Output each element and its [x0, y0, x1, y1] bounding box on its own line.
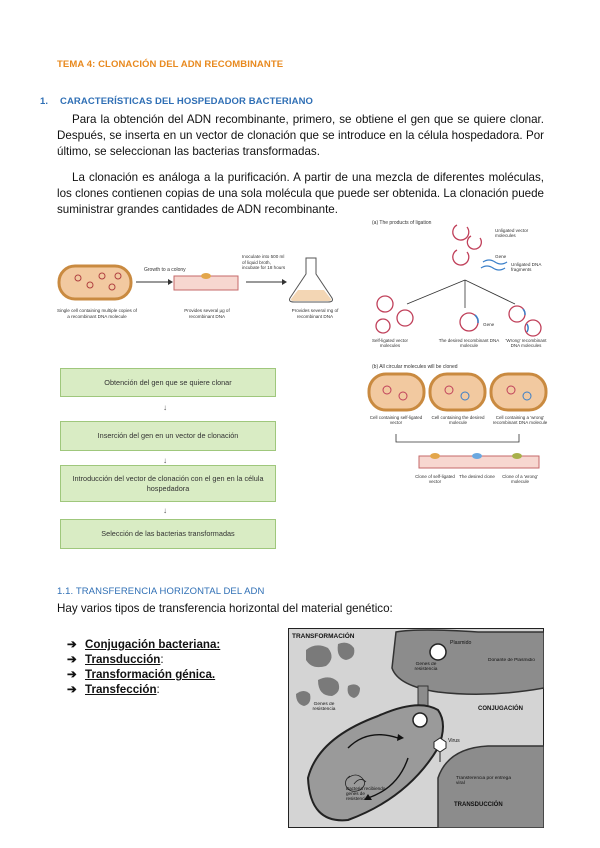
panel-b-label: (b) All circular molecules will be cloned [372, 364, 458, 370]
caption-single-cell: Single cell containing multiple copies of a recombinant DNA molecule [57, 308, 137, 319]
arrow-icon: ➔ [67, 668, 77, 681]
panel-a-label: (a) The products of ligation [372, 220, 432, 226]
transfer-types-list [67, 637, 220, 697]
list-item-term: Transformación génica. [85, 668, 216, 681]
label-desired: The desired recombinant DNA molecule [438, 338, 500, 349]
horizontal-transfer-figure [288, 628, 544, 828]
section-number: 1. [40, 96, 49, 107]
section-title: CARACTERÍSTICAS DEL HOSPEDADOR BACTERIANO [60, 96, 314, 107]
list-item [67, 667, 220, 682]
label-transferencia: Transferencia por entrega viral [456, 776, 512, 787]
flow-arrow-2: ↓ [163, 456, 167, 465]
plasmid [430, 644, 446, 660]
arrow-icon: ➔ [67, 683, 77, 696]
flow-arrow-3: ↓ [163, 506, 167, 515]
label-self-ligated: Self-ligated vector molecules [371, 338, 409, 349]
label-unligated-vector: Unligated vector molecules [495, 228, 529, 239]
paragraph-1-text: Para la obtención del ADN recombinante, primero, se obtiene el gen que se quiere clonar. Después, se inserta en un vector de clonación que se introduce en la célula hospedadora. Por último, se seleccionan las bacterias transformadas. [57, 113, 544, 158]
list-item [67, 637, 220, 652]
section-heading [40, 96, 313, 107]
arrow-icon: ➔ [67, 653, 77, 666]
label-bacteria: Bacteria recibiendo genes de resistencia [346, 786, 386, 802]
list-item-suffix: : [156, 683, 160, 696]
list-item-term: Transducción [85, 653, 161, 666]
label-gene-2: Gene [483, 322, 495, 327]
paragraph-2 [57, 170, 544, 218]
cell-self-ligated [369, 374, 424, 410]
paragraph-1 [57, 112, 544, 160]
cell-wrong [491, 374, 546, 410]
list-item [67, 652, 220, 667]
label-clone-2: The desired clone [459, 474, 495, 479]
arrow-icon: ➔ [67, 638, 77, 651]
bacterial-cell [59, 266, 131, 299]
label-plasmido: Plasmido [450, 640, 472, 646]
subsection-intro: Hay varios tipos de transferencia horizontal del material genético: [57, 602, 393, 615]
label-wrong: 'Wrong' recombinant DNA molecules [505, 338, 547, 349]
label-cell-1: Cell containing self-ligated vector [369, 415, 423, 426]
label-donante: Donante de Plasmidio [488, 658, 535, 663]
label-transduccion: TRANSDUCCIÓN [454, 802, 503, 808]
flow-arrow-1: ↓ [163, 403, 167, 412]
label-transformacion: TRANSFORMACIÓN [292, 633, 355, 640]
ligation-figure [365, 212, 550, 502]
label-genes-resistencia-1: Genes de resistencia [414, 662, 438, 673]
paragraph-2-text: La clonación es análoga a la purificación. A partir de una mezcla de diferentes moléculas, los clones contienen copias de una sola molécula que puede ser obtenida. La clonación puede suministrar grandes cantidades de ADN recombinante. [57, 171, 544, 216]
caption-flask: Provides several mg of recombinant DNA [291, 308, 339, 319]
label-genes-resistencia-2: Genes de resistencia [312, 702, 336, 713]
label-unligated-dna: Unligated DNA fragments [511, 262, 542, 273]
caption-plate: Provides several μg of recombinant DNA [184, 308, 230, 319]
inoculate-label: Inoculate into 500 ml of liquid broth, incubate for 18 hours [242, 254, 286, 270]
list-item-suffix: : [160, 653, 164, 666]
label-cell-2: Cell containing the desired molecule [431, 415, 485, 426]
label-clone-1: Clone of self-ligated vector [415, 474, 455, 485]
label-conjugacion: CONJUGACIÓN [478, 706, 524, 712]
flow-step-2: Inserción del gen en un vector de clonación [60, 421, 276, 451]
label-clone-3: Clone of a 'wrong' molecule [502, 474, 538, 485]
flow-step-1: Obtención del gen que se quiere clonar [60, 368, 276, 397]
flow-step-4: Selección de las bacterias transformadas [60, 519, 276, 549]
label-cell-3: Cell containing a 'wrong' recombinant DNA molecule [492, 415, 548, 426]
list-item-term: Conjugación bacteriana: [85, 638, 221, 651]
list-item-term: Transfección [85, 683, 157, 696]
label-virus: Virus [448, 738, 460, 744]
growth-figure [56, 252, 352, 334]
flow-step-3: Introducción del vector de clonación con el gen en la célula hospedadora [60, 465, 276, 502]
label-gene: Gene [495, 254, 507, 259]
growth-label: Growth to a colony [144, 267, 186, 273]
document-title: TEMA 4: CLONACIÓN DEL ADN RECOMBINANTE [57, 59, 284, 70]
list-item [67, 682, 220, 697]
cell-desired [430, 374, 485, 410]
subsection-heading: 1.1. TRANSFERENCIA HORIZONTAL DEL ADN [57, 586, 265, 597]
